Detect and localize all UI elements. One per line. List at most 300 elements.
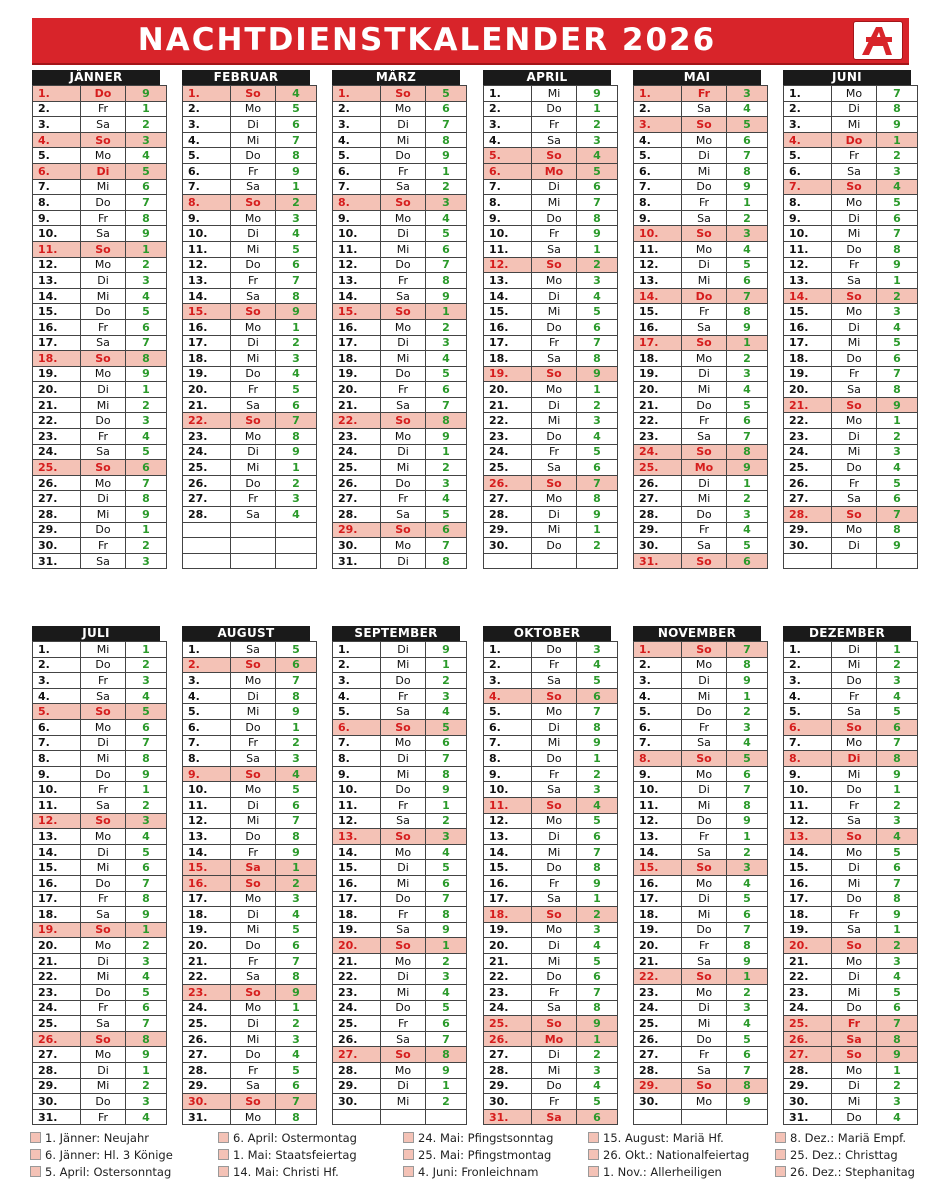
duty-number: 1 (426, 163, 467, 179)
weekday: Fr (81, 891, 126, 907)
day-number: 25. (33, 1016, 81, 1032)
duty-number: 8 (126, 1031, 167, 1047)
duty-number: 9 (276, 304, 317, 320)
duty-number: 7 (126, 1016, 167, 1032)
weekday: Mi (231, 351, 276, 367)
duty-number: 6 (126, 179, 167, 195)
weekday: Mi (532, 735, 577, 751)
weekday: Sa (81, 797, 126, 813)
day-number: 5. (183, 148, 231, 164)
duty-number: 5 (727, 891, 768, 907)
weekday: Mi (682, 163, 727, 179)
day-row (183, 179, 317, 195)
day-row (183, 475, 317, 491)
day-number: 26. (634, 475, 682, 491)
day-row (183, 241, 317, 257)
weekday: Mo (832, 953, 877, 969)
day-number: 1. (634, 86, 682, 102)
day-number: 6. (634, 719, 682, 735)
day-row (333, 688, 467, 704)
day-number: 13. (484, 273, 532, 289)
day-number: 8. (33, 195, 81, 211)
day-row (484, 319, 618, 335)
day-number: 2. (784, 657, 832, 673)
day-number: 15. (784, 304, 832, 320)
weekday: Di (682, 673, 727, 689)
duty-number: 9 (126, 1047, 167, 1063)
holiday-row (784, 288, 918, 304)
day-number: 17. (33, 891, 81, 907)
duty-number: 5 (426, 1000, 467, 1016)
weekday: Mo (231, 429, 276, 445)
day-number: 25. (634, 460, 682, 476)
duty-number: 6 (577, 688, 618, 704)
weekday: So (381, 1047, 426, 1063)
weekday: Fr (231, 491, 276, 507)
day-number: 26. (183, 1031, 231, 1047)
weekday: Do (682, 288, 727, 304)
weekday: Di (532, 1047, 577, 1063)
day-row (333, 491, 467, 507)
day-number: 14. (33, 844, 81, 860)
day-row (784, 907, 918, 923)
day-number: 6. (634, 163, 682, 179)
day-row (784, 429, 918, 445)
duty-number: 5 (426, 86, 467, 102)
weekday: Fr (832, 475, 877, 491)
day-row (333, 132, 467, 148)
day-number: 23. (183, 429, 231, 445)
day-number: 5. (33, 148, 81, 164)
duty-number: 6 (126, 1000, 167, 1016)
day-number: 1. (33, 86, 81, 102)
day-number: 16. (33, 875, 81, 891)
duty-number: 3 (426, 475, 467, 491)
day-number: 28. (484, 1063, 532, 1079)
weekday: Sa (81, 335, 126, 351)
duty-number: 7 (877, 226, 918, 242)
duty-number: 3 (877, 444, 918, 460)
legend-swatch (30, 1132, 41, 1143)
weekday: Di (532, 288, 577, 304)
day-number: 6. (784, 163, 832, 179)
weekday: Mi (682, 797, 727, 813)
duty-number: 1 (426, 444, 467, 460)
day-number: 15. (183, 304, 231, 320)
day-number: 29. (634, 522, 682, 538)
weekday: Fr (832, 688, 877, 704)
duty-number: 7 (577, 844, 618, 860)
day-number: 19. (484, 366, 532, 382)
weekday: Fr (832, 1016, 877, 1032)
legend-column (403, 1130, 593, 1181)
day-row (183, 397, 317, 413)
day-row (333, 1016, 467, 1032)
day-row (333, 553, 467, 569)
duty-number: 5 (877, 844, 918, 860)
duty-number: 5 (276, 382, 317, 398)
duty-number: 9 (877, 117, 918, 133)
day-number: 14. (33, 288, 81, 304)
weekday: Mi (532, 522, 577, 538)
weekday: Mi (532, 953, 577, 969)
day-row (333, 953, 467, 969)
weekday: Sa (532, 460, 577, 476)
empty-cell (634, 1109, 682, 1125)
day-row (183, 132, 317, 148)
weekday: Mi (682, 1016, 727, 1032)
duty-number: 9 (276, 985, 317, 1001)
weekday: Di (231, 444, 276, 460)
day-row (484, 460, 618, 476)
day-row (484, 195, 618, 211)
day-row (634, 875, 768, 891)
day-number: 5. (183, 704, 231, 720)
weekday: So (682, 117, 727, 133)
duty-number: 2 (727, 844, 768, 860)
day-row (634, 319, 768, 335)
day-number: 23. (484, 429, 532, 445)
weekday: Mo (682, 241, 727, 257)
legend-label: 15. August: Mariä Hf. (603, 1131, 724, 1145)
weekday: Do (231, 366, 276, 382)
duty-number: 1 (577, 101, 618, 117)
duty-number: 3 (577, 642, 618, 658)
day-row (634, 1000, 768, 1016)
weekday: Sa (832, 491, 877, 507)
day-row (484, 335, 618, 351)
day-number: 20. (183, 938, 231, 954)
duty-number: 6 (577, 1109, 618, 1125)
duty-number: 2 (426, 179, 467, 195)
empty-row (183, 538, 317, 554)
day-row (33, 257, 167, 273)
weekday: Mi (381, 460, 426, 476)
day-number: 12. (33, 813, 81, 829)
legend-label: 8. Dez.: Mariä Empf. (790, 1131, 907, 1145)
duty-number: 6 (126, 460, 167, 476)
duty-number: 4 (577, 938, 618, 954)
month-block (483, 70, 611, 569)
day-row (333, 657, 467, 673)
day-row (183, 444, 317, 460)
day-number: 1. (33, 642, 81, 658)
empty-row (183, 553, 317, 569)
day-number: 20. (484, 382, 532, 398)
day-number: 27. (333, 491, 381, 507)
day-number: 14. (634, 288, 682, 304)
weekday: Do (381, 148, 426, 164)
weekday: Sa (81, 444, 126, 460)
weekday: Mo (381, 210, 426, 226)
day-row (484, 782, 618, 798)
day-number: 3. (784, 117, 832, 133)
empty-cell (183, 553, 231, 569)
weekday: Di (532, 179, 577, 195)
day-row (484, 829, 618, 845)
duty-number: 2 (877, 288, 918, 304)
day-number: 5. (784, 704, 832, 720)
day-row (33, 766, 167, 782)
day-number: 8. (333, 195, 381, 211)
duty-number: 5 (126, 704, 167, 720)
duty-number: 5 (426, 226, 467, 242)
day-number: 7. (183, 735, 231, 751)
day-row (634, 429, 768, 445)
day-row (484, 844, 618, 860)
day-number: 7. (634, 735, 682, 751)
duty-number: 5 (276, 241, 317, 257)
legend-item (218, 1147, 408, 1164)
duty-number: 9 (126, 366, 167, 382)
day-row (634, 719, 768, 735)
day-row (634, 797, 768, 813)
weekday: Sa (381, 813, 426, 829)
duty-number: 1 (877, 782, 918, 798)
duty-number: 1 (577, 241, 618, 257)
weekday: Do (532, 429, 577, 445)
duty-number: 9 (426, 429, 467, 445)
weekday: Di (381, 969, 426, 985)
weekday: Sa (231, 179, 276, 195)
day-number: 4. (484, 688, 532, 704)
legend-item (218, 1164, 408, 1181)
day-number: 19. (183, 922, 231, 938)
day-number: 22. (634, 413, 682, 429)
legend-item (403, 1147, 593, 1164)
duty-number: 6 (577, 460, 618, 476)
duty-number: 4 (727, 1016, 768, 1032)
duty-number: 3 (877, 953, 918, 969)
day-number: 30. (33, 538, 81, 554)
duty-number: 6 (276, 657, 317, 673)
day-number: 23. (784, 985, 832, 1001)
day-number: 9. (183, 766, 231, 782)
holiday-row (484, 148, 618, 164)
holiday-row (784, 1016, 918, 1032)
weekday: Mo (81, 719, 126, 735)
day-number: 11. (484, 797, 532, 813)
weekday: Fr (81, 1000, 126, 1016)
weekday: Mo (832, 1063, 877, 1079)
holiday-row (634, 860, 768, 876)
weekday: Do (231, 1047, 276, 1063)
duty-number: 5 (727, 117, 768, 133)
weekday: Sa (832, 704, 877, 720)
duty-number: 2 (276, 735, 317, 751)
day-row (33, 829, 167, 845)
duty-number: 2 (877, 797, 918, 813)
day-number: 30. (634, 538, 682, 554)
day-row (183, 688, 317, 704)
day-row (484, 766, 618, 782)
day-number: 31. (784, 1109, 832, 1125)
duty-number: 1 (877, 922, 918, 938)
weekday: Di (832, 860, 877, 876)
day-number: 31. (33, 1109, 81, 1125)
duty-number: 2 (426, 813, 467, 829)
duty-number: 1 (426, 1078, 467, 1094)
duty-number: 5 (577, 953, 618, 969)
day-number: 8. (484, 751, 532, 767)
day-number: 18. (33, 907, 81, 923)
weekday: Do (81, 985, 126, 1001)
duty-number: 6 (877, 491, 918, 507)
duty-number: 8 (426, 1047, 467, 1063)
weekday: Fr (81, 538, 126, 554)
holiday-row (33, 1031, 167, 1047)
day-row (333, 969, 467, 985)
day-number: 24. (33, 1000, 81, 1016)
day-row (484, 735, 618, 751)
day-row (183, 751, 317, 767)
weekday: Mo (381, 319, 426, 335)
weekday: Mi (381, 875, 426, 891)
weekday: So (682, 642, 727, 658)
day-number: 17. (183, 335, 231, 351)
duty-number: 3 (126, 132, 167, 148)
legend-label: 26. Dez.: Stephanitag (790, 1165, 915, 1179)
weekday: So (532, 148, 577, 164)
weekday: Mi (832, 766, 877, 782)
duty-number: 4 (276, 907, 317, 923)
duty-number: 2 (126, 797, 167, 813)
duty-number: 6 (426, 382, 467, 398)
weekday: Di (532, 938, 577, 954)
day-number: 21. (183, 397, 231, 413)
weekday: Fr (532, 875, 577, 891)
day-number: 13. (784, 829, 832, 845)
duty-number: 4 (426, 844, 467, 860)
day-number: 9. (333, 766, 381, 782)
day-row (784, 1078, 918, 1094)
day-number: 18. (183, 351, 231, 367)
weekday: Mo (832, 844, 877, 860)
day-row (183, 673, 317, 689)
holiday-row (484, 797, 618, 813)
weekday: So (381, 195, 426, 211)
duty-number: 4 (126, 1109, 167, 1125)
weekday: Fr (532, 1094, 577, 1110)
legend-column (588, 1130, 778, 1181)
duty-number: 5 (727, 1031, 768, 1047)
day-row (333, 444, 467, 460)
weekday: So (231, 875, 276, 891)
duty-number: 7 (577, 985, 618, 1001)
day-number: 30. (484, 1094, 532, 1110)
weekday: Sa (832, 382, 877, 398)
day-row (634, 148, 768, 164)
holiday-row (484, 366, 618, 382)
duty-number: 2 (276, 475, 317, 491)
day-number: 23. (784, 429, 832, 445)
day-number: 13. (484, 829, 532, 845)
duty-number: 7 (276, 132, 317, 148)
weekday: Mo (381, 538, 426, 554)
duty-number: 1 (276, 1000, 317, 1016)
weekday: Mi (381, 766, 426, 782)
legend-label: 25. Mai: Pfingstmontag (418, 1148, 552, 1162)
day-row (784, 475, 918, 491)
day-number: 30. (784, 538, 832, 554)
duty-number: 8 (727, 657, 768, 673)
duty-number: 9 (877, 257, 918, 273)
duty-number: 5 (426, 507, 467, 523)
day-number: 26. (484, 475, 532, 491)
day-row (183, 1031, 317, 1047)
duty-number: 5 (276, 1063, 317, 1079)
duty-number: 3 (727, 860, 768, 876)
weekday: Fr (532, 117, 577, 133)
duty-number: 1 (727, 475, 768, 491)
day-number: 18. (484, 351, 532, 367)
day-row (484, 1094, 618, 1110)
weekday: Do (231, 148, 276, 164)
duty-number: 3 (577, 1063, 618, 1079)
duty-number: 8 (877, 751, 918, 767)
empty-cell (727, 1109, 768, 1125)
legend-swatch (218, 1149, 229, 1160)
duty-number: 7 (727, 1063, 768, 1079)
day-number: 2. (183, 101, 231, 117)
holiday-row (484, 1016, 618, 1032)
holiday-row (333, 195, 467, 211)
duty-number: 4 (727, 875, 768, 891)
duty-number: 8 (126, 210, 167, 226)
day-row (784, 210, 918, 226)
day-row (634, 382, 768, 398)
day-row (634, 538, 768, 554)
day-number: 12. (484, 257, 532, 273)
duty-number: 8 (877, 241, 918, 257)
day-row (333, 210, 467, 226)
weekday: Mo (532, 704, 577, 720)
holiday-row (183, 985, 317, 1001)
weekday: Mi (682, 491, 727, 507)
weekday: So (832, 179, 877, 195)
weekday: Do (682, 179, 727, 195)
day-number: 13. (33, 273, 81, 289)
day-row (484, 413, 618, 429)
duty-number: 6 (426, 101, 467, 117)
month-block (783, 626, 911, 1125)
day-number: 21. (634, 953, 682, 969)
duty-number: 6 (877, 1000, 918, 1016)
day-row (333, 460, 467, 476)
day-number: 21. (484, 953, 532, 969)
day-row (333, 101, 467, 117)
duty-number: 5 (877, 475, 918, 491)
duty-number: 5 (727, 538, 768, 554)
holiday-row (33, 351, 167, 367)
duty-number: 7 (727, 288, 768, 304)
day-row (484, 351, 618, 367)
day-number: 26. (484, 1031, 532, 1047)
weekday: Fr (832, 366, 877, 382)
weekday: So (231, 657, 276, 673)
day-row (634, 397, 768, 413)
duty-number: 9 (727, 673, 768, 689)
weekday: Mi (231, 704, 276, 720)
day-number: 11. (183, 241, 231, 257)
day-row (484, 719, 618, 735)
weekday: Do (81, 304, 126, 320)
duty-number: 5 (126, 985, 167, 1001)
day-number: 22. (784, 969, 832, 985)
day-row (784, 1094, 918, 1110)
day-number: 14. (333, 844, 381, 860)
day-number: 24. (484, 444, 532, 460)
